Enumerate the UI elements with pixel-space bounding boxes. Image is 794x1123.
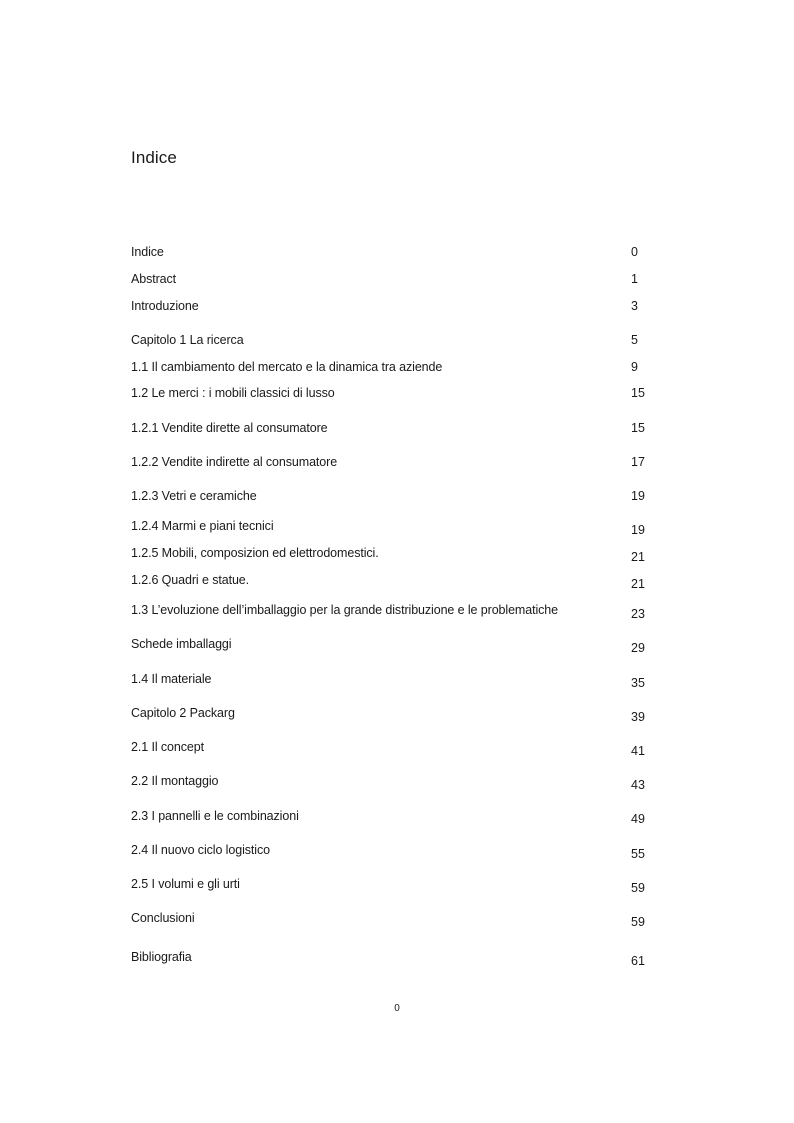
- toc-entry-label: 2.4 Il nuovo ciclo logistico: [131, 843, 270, 857]
- toc-entry-page: 15: [631, 386, 645, 400]
- toc-entry-page: 0: [631, 245, 638, 259]
- page-title: Indice: [131, 148, 177, 167]
- toc-entry-label: 1.3 L’evoluzione dell’imballaggio per la grande distribuzione e le problematiche: [131, 603, 558, 617]
- toc-entry-label: 1.2.6 Quadri e statue.: [131, 573, 250, 587]
- toc-entry-page: 59: [631, 915, 645, 929]
- toc-entry-label: Introduzione: [131, 299, 199, 313]
- toc-entry-label: 2.1 Il concept: [131, 740, 204, 754]
- toc-entry-page: 61: [631, 954, 645, 968]
- toc-entry-label: 1.2 Le merci : i mobili classici di lusso: [131, 386, 335, 400]
- toc-entry-page: 59: [631, 881, 645, 895]
- toc-entry-label: Bibliografia: [131, 950, 192, 964]
- toc-entry-page: 15: [631, 421, 645, 435]
- toc-entry-page: 23: [631, 607, 645, 621]
- toc-entry-label: 2.3 I pannelli e le combinazioni: [131, 809, 299, 823]
- toc-entry-page: 21: [631, 550, 645, 564]
- toc-entry-label: 2.2 Il montaggio: [131, 774, 219, 788]
- toc-entry-page: 41: [631, 744, 645, 758]
- toc-entry-page: 9: [631, 360, 638, 374]
- toc-entry-label: 1.2.4 Marmi e piani tecnici: [131, 519, 274, 533]
- toc-entry-page: 3: [631, 299, 638, 313]
- toc-entry-label: 1.2.2 Vendite indirette al consumatore: [131, 455, 338, 469]
- toc-entry-label: Capitolo 2 Packarg: [131, 706, 235, 720]
- toc-entry-label: 1.2.1 Vendite dirette al consumatore: [131, 421, 328, 435]
- toc-entry-label: 1.2.5 Mobili, composizion ed elettrodomestici.: [131, 546, 379, 560]
- toc-entry-label: 1.1 Il cambiamento del mercato e la dinamica tra aziende: [131, 360, 443, 374]
- toc-entry-page: 5: [631, 333, 638, 347]
- toc-entry-label: Abstract: [131, 272, 177, 286]
- toc-entry-page: 1: [631, 272, 638, 286]
- toc-entry-page: 19: [631, 489, 645, 503]
- toc-entry-page: 39: [631, 710, 645, 724]
- toc-entry-page: 49: [631, 812, 645, 826]
- toc-entry-label: 2.5 I volumi e gli urti: [131, 877, 240, 891]
- toc-entry-label: 1.2.3 Vetri e ceramiche: [131, 489, 257, 503]
- toc-entry-label: Schede imballaggi: [131, 637, 232, 651]
- page-number: 0: [394, 1003, 400, 1014]
- toc-entry-page: 17: [631, 455, 645, 469]
- toc-entry-page: 29: [631, 641, 645, 655]
- toc-entry-label: Capitolo 1 La ricerca: [131, 333, 244, 347]
- toc-entry-label: 1.4 Il materiale: [131, 672, 212, 686]
- toc-entry-label: Indice: [131, 245, 164, 259]
- toc-entry-page: 19: [631, 523, 645, 537]
- toc-entry-page: 21: [631, 577, 645, 591]
- toc-entry-label: Conclusioni: [131, 911, 195, 925]
- toc-entry-page: 55: [631, 847, 645, 861]
- toc-entry-page: 43: [631, 778, 645, 792]
- toc-entry-page: 35: [631, 676, 645, 690]
